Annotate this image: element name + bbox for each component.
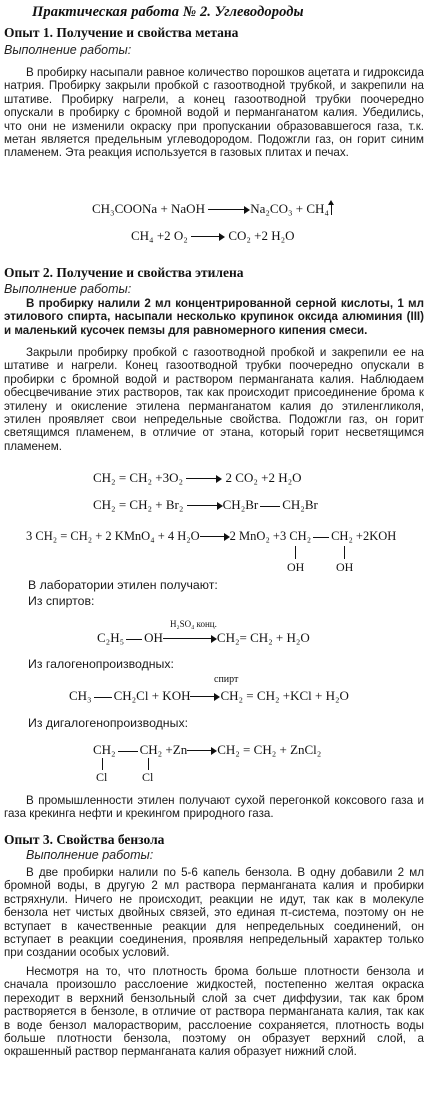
bond-vertical: [344, 546, 345, 559]
exp1-subtitle: Выполнение работы:: [4, 43, 132, 57]
exp3-subtitle: Выполнение работы:: [26, 848, 154, 862]
exp2-title: Опыт 2. Получение и свойства этилена: [4, 265, 244, 280]
equation-ethylene-from-dihaloalkane: CH₂ CH₂ +Zn CH₂ = CH₂ + ZnCl₂: [93, 742, 322, 757]
equation-methane-combustion: CH₄ +2 O₂ CO₂ +2 H₂O: [131, 228, 295, 243]
equation-ethylene-bromination: CH₂ = CH₂ + Br₂ CH₂Br CH₂Br: [93, 497, 318, 512]
catalyst-label: H₂SO₄ конц.: [170, 619, 217, 629]
lab-intro: В лаборатории этилен получают:: [28, 578, 218, 592]
equation-ethylene-combustion: CH₂ = CH₂ +3O₂ 2 CO₂ +2 H₂O: [93, 470, 302, 485]
hydroxyl-group: OH: [287, 560, 305, 574]
bond-vertical: [295, 546, 296, 559]
exp2-paragraph-1: В пробирку налили 2 мл концентрированной серной кислоты, 1 мл этилового спирта, насыпали несколько крупинок оксида алюминия (III) и маленький кусочек пемзы для равномерного кипения смеси.: [4, 297, 424, 337]
chlorine-atom: Cl: [96, 770, 108, 784]
exp3-paragraph-1: В две пробирки налили по 5-6 капель бензола. В одну добавили 2 мл бромной воды, в другую 2 мл раствора перманганата калия и пробирки встряхнули. Ничего не происходит, реакции не идут, так как в молекуле бензола нет чистых двойных связей, это единая π-система, поэтому он не вступает в качественные реакции для непредельных соединений, он вступает в реакции соединения, проявляя непредельный характер только при создании особых условий.: [4, 866, 424, 960]
exp3-paragraph-2: Несмотря на то, что плотность брома больше плотности бензола и сначала произошло расслоение жидкостей, постепенно желтая окраска переходит в верхний бензольный слой за счет диффузии, так как бром растворяется в бензоле, в отличие от раствора перманганата калия, так как в воде бензол малорастворим, расслоение сохраняется, плотность воды больше плотности бензола, поэтому он образует верхний слой, а окрашенный раствор перманганата калия образует нижний слой.: [4, 965, 424, 1059]
exp3-title: Опыт 3. Свойства бензола: [4, 832, 165, 847]
hydroxyl-group: OH: [336, 560, 354, 574]
bond-vertical: [102, 758, 103, 770]
from-dihalogen-label: Из дигалогенопроизводных:: [28, 716, 189, 730]
exp2-paragraph-2: Закрыли пробирку пробкой с газоотводной пробкой и закрепили ее на штативе и нагрели. Конец газоотводной трубки поочередно опускали в пробирки с бромной водой и раствором перманганата калия. Наблюдаем обесцвечивание этих растворов, так как происходит присоединение брома к этилену и окисление этилена перманганатом калия до этиленгликоля, этилен проявляет свои непредельные свойства. Подожгли газ, он горит светящимся пламенем, в отличие от этана, который горит несветящимся пламенем.: [4, 346, 424, 453]
exp2-industry-paragraph: В промышленности этилен получают сухой перегонкой коксового газа и газа крекинга нефти и крекингом природного газа.: [4, 794, 424, 821]
chlorine-atom: Cl: [142, 770, 154, 784]
from-halogen-label: Из галогенопроизводных:: [28, 657, 174, 671]
exp2-subtitle: Выполнение работы:: [4, 282, 132, 296]
page-title: Практическая работа № 2. Углеводороды: [32, 4, 304, 20]
exp1-paragraph: В пробирку насыпали равное количество порошков ацетата и гидроксида натрия. Пробирку закрыли пробкой с газоотводной трубкой, и закрепили на штативе. Пробирку нагрели, а конец газоотводной трубки поочередно опускали в пробирку с бромной водой и перманганатом калия. Убедились, что они не изменили окраску при пропускании образовавшегося газа, т.к. метан является предельным углеводородом. Подожгли газ, он горит синим пламенем. Эта реакция используется в газовых плитах и печах.: [4, 66, 424, 160]
equation-methane-preparation: CH₃COONa + NaOH Na₂CO₃ + CH₄: [92, 201, 332, 217]
equation-ethylene-from-haloalkane: CH₃ CH₂Cl + KOH CH₂ = CH₂ +KCl + H₂O: [69, 688, 349, 703]
equation-ethylene-oxidation: 3 CH₂ = CH₂ + 2 KMnO₄ + 4 H₂O 2 MnO₂ +3 CH₂ CH₂ +2KOH: [26, 529, 397, 543]
solvent-label: спирт: [214, 674, 239, 685]
from-alcohols-label: Из спиртов:: [28, 594, 95, 608]
bond-vertical: [148, 758, 149, 770]
exp1-title: Опыт 1. Получение и свойства метана: [4, 25, 239, 40]
equation-ethylene-from-alcohol: C₂H₅ OH CH₂= CH₂ + H₂O: [97, 630, 310, 645]
